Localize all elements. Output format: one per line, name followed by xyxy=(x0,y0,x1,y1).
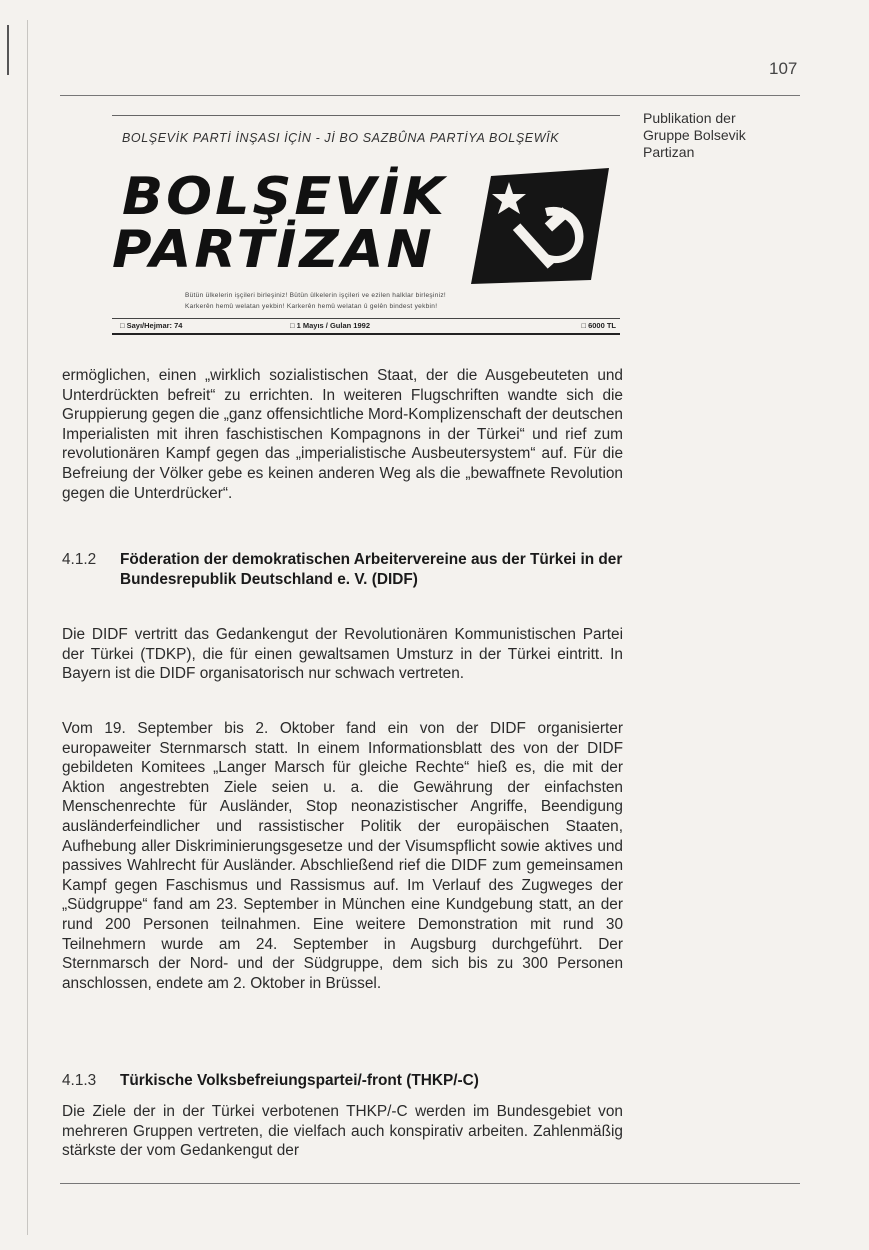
newspaper-masthead xyxy=(112,115,620,345)
masthead-title-line1: BOLŞEVİK xyxy=(122,166,447,227)
issue-date: □ 1 Mayıs / Gulan 1992 xyxy=(290,321,370,330)
section-title: Türkische Volksbefreiungspartei/-front (THKP/-C) xyxy=(120,1072,479,1089)
binding-mark xyxy=(7,25,9,75)
masthead-info-bar xyxy=(112,318,620,335)
header-rule xyxy=(60,95,800,96)
paragraph-1: ermöglichen, einen „wirklich sozialistischen Staat, der die Ausgebeuteten und Unterdrückten befreit“ zu errichten. In weiteren Flugschriften wandte sich die Gruppierung gegen die „ganz offensichtliche Mord-Komplizenschaft der deutschen Imperialisten mit ihren faschistischen Kompagnons in der Türkei“ und rief zum revolutionären Kampf gegen das „imperialistische Ausbeutersystem“ auf. Für die Befreiung der Völker gebe es keinen anderen Weg als die „bewaffnete Revolution gegen die Unterdrücker“. xyxy=(62,367,623,502)
section-heading-4-1-3 xyxy=(62,1071,623,1093)
hammer-sickle-star-icon xyxy=(471,168,611,288)
footer-rule xyxy=(60,1183,800,1184)
margin-caption xyxy=(643,110,823,161)
paragraph-2: Die DIDF vertritt das Gedankengut der Revolutionären Kommunistischen Partei der Türkei (TDKP), die für einen gewaltsamen Umsturz in der Türkei eintritt. In Bayern ist die DIDF organisatorisch nur schwach vertreten. xyxy=(62,626,623,683)
margin-caption-line: Publikation der xyxy=(643,110,736,126)
section-number: 4.1.3 xyxy=(62,1072,97,1089)
masthead-top-line xyxy=(112,115,620,116)
section-number: 4.1.2 xyxy=(62,551,97,568)
section-heading-4-1-2 xyxy=(62,550,623,612)
paragraph-4: Die Ziele der in der Türkei verbotenen THKP/-C werden im Bundesgebiet von mehreren Gruppen vertreten, die vielfach auch konspirativ arbeiten. Zahlenmäßig stärkste der vom Gedankengut der xyxy=(62,1103,623,1160)
page-number: 107 xyxy=(769,59,798,78)
margin-caption-line: Partizan xyxy=(643,144,695,160)
page-edge-line xyxy=(27,20,28,1235)
section-title: Föderation der demokratischen Arbeitervereine aus der Türkei in der Bundesrepublik Deutschland e. V. (DIDF) xyxy=(120,551,623,588)
margin-caption-line: Gruppe Bolsevik xyxy=(643,127,746,143)
masthead-slogan-line1: Bütün ülkelerin işçileri birleşiniz! Bütün ülkelerin işçileri ve ezilen halklar birleşiniz! xyxy=(185,292,447,299)
masthead-title-line2: PARTİZAN xyxy=(112,219,435,280)
paragraph-3: Vom 19. September bis 2. Oktober fand ein von der DIDF organisierter europaweiter Sternmarsch statt. In einem Informationsblatt des von der DIDF gebildeten Komitees „Langer Marsch für gleiche Rechte“ hieß es, die mit der Aktion angestrebten Ziele seien u. a. die Gewährung der einfachsten Menschenrechte für Ausländer, Stop neonazistischer Angriffe, Beendigung ausländerfeindlicher und rassistischer Politik der europäischen Staaten, Aufhebung aller Diskriminierungsgesetze und der Visumspflicht sowie aktives und passives Wahlrecht für Ausländer. Abschließend rief die DIDF zum gemeinsamen Kampf gegen Faschismus und Rassismus auf. Im Verlauf des Zugweges der „Südgruppe“ fand am 23. September in München eine Kundgebung statt, an der rund 200 Personen teilnahmen. Eine weitere Demonstration mit rund 30 Teilnehmern wurde am 24. September in Augsburg durchgeführt. Der Sternmarsch der Nord- und der Südgruppe, dem sich bis zu 300 Personen anschlossen, endete am 2. Oktober in Brüssel. xyxy=(62,720,623,992)
masthead-tagline: BOLŞEVİK PARTİ İNŞASI İÇİN - Jİ BO SAZBÛNA PARTİYA BOLŞEWÎK xyxy=(122,131,560,145)
masthead-slogan-line2: Karkerên hemû welatan yekbin! Karkerên hemû welatan û gelên bindest yekbin! xyxy=(185,303,438,310)
issue-price: □ 6000 TL xyxy=(581,321,616,330)
issue-number: □ Sayı/Hejmar: 74 xyxy=(120,321,183,330)
